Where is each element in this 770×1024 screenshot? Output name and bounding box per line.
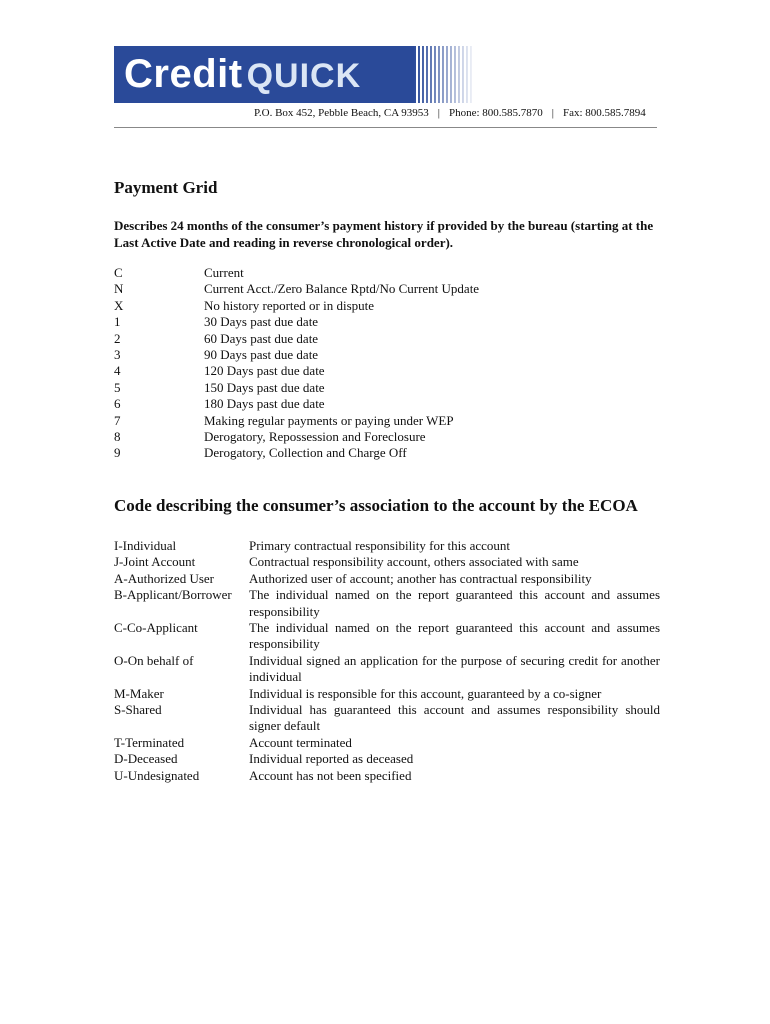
- list-item: [114, 571, 660, 587]
- list-item: [114, 702, 660, 735]
- grid-desc: Derogatory, Repossession and Foreclosure: [204, 428, 426, 444]
- ecoa-desc: The individual named on the report guaranteed this account and assumes responsibility: [249, 620, 660, 652]
- grid-desc: 180 Days past due date: [204, 396, 325, 412]
- grid-desc: 150 Days past due date: [204, 379, 325, 395]
- ecoa-code: A-Authorized User: [114, 570, 214, 586]
- ecoa-desc: The individual named on the report guaranteed this account and assumes responsibility: [249, 587, 660, 619]
- grid-code: 1: [114, 314, 121, 330]
- ecoa-code: U-Undesignated: [114, 767, 200, 783]
- grid-desc: 30 Days past due date: [204, 314, 319, 330]
- company-logo: [114, 46, 474, 103]
- payment-grid-list: [114, 265, 479, 462]
- ecoa-code: C-Co-Applicant: [114, 620, 198, 636]
- grid-desc: 60 Days past due date: [204, 330, 319, 346]
- ecoa-list: [114, 538, 660, 784]
- grid-code: 9: [114, 445, 121, 461]
- list-item: [114, 587, 660, 620]
- ecoa-code: T-Terminated: [114, 734, 185, 750]
- logo-text-accent: QUICK: [246, 57, 362, 95]
- grid-code: 3: [114, 346, 121, 362]
- grid-desc: 120 Days past due date: [204, 363, 325, 379]
- ecoa-code: I-Individual: [114, 538, 177, 553]
- list-item: [114, 653, 660, 686]
- ecoa-code: D-Deceased: [114, 751, 178, 767]
- list-item: [114, 751, 660, 767]
- list-item: [114, 686, 660, 702]
- list-item: [114, 298, 479, 314]
- address: P.O. Box 452, Pebble Beach, CA 93953: [254, 107, 429, 119]
- payment-grid-description: Describes 24 months of the consumer’s payment history if provided by the bureau (starting at the Last Active Date and reading in reverse chronological order).: [114, 218, 654, 250]
- list-item: [114, 265, 479, 281]
- list-item: [114, 347, 479, 363]
- list-item: [114, 620, 660, 653]
- ecoa-desc: Account has not been specified: [249, 767, 412, 783]
- list-item: [114, 413, 479, 429]
- ecoa-desc: Account terminated: [249, 734, 352, 750]
- grid-code: 6: [114, 396, 121, 412]
- ecoa-desc: Contractual responsibility account, others associated with same: [249, 554, 579, 570]
- grid-code: X: [114, 297, 124, 313]
- grid-desc: Current Acct./Zero Balance Rptd/No Current Update: [204, 281, 480, 297]
- ecoa-desc: Individual has guaranteed this account and assumes responsibility should signer default: [249, 702, 660, 734]
- fax: Fax: 800.585.7894: [563, 107, 646, 119]
- grid-desc: 90 Days past due date: [204, 346, 319, 362]
- list-item: [114, 331, 479, 347]
- list-item: [114, 281, 479, 297]
- list-item: [114, 445, 479, 461]
- grid-desc: Derogatory, Collection and Charge Off: [204, 445, 407, 461]
- list-item: [114, 554, 660, 570]
- payment-grid-title: Payment Grid: [114, 178, 218, 197]
- grid-code: 5: [114, 379, 121, 395]
- list-item: [114, 768, 660, 784]
- separator: |: [437, 107, 440, 119]
- ecoa-code: O-On behalf of: [114, 652, 194, 668]
- list-item: [114, 538, 660, 554]
- list-item: [114, 363, 479, 379]
- logo-stripes: [414, 46, 474, 103]
- ecoa-desc: Individual reported as deceased: [249, 751, 414, 767]
- ecoa-desc: Primary contractual responsibility for this account: [249, 538, 511, 553]
- grid-code: 8: [114, 428, 121, 444]
- header-divider: [114, 127, 657, 128]
- list-item: [114, 735, 660, 751]
- ecoa-title: Code describing the consumer’s association to the account by the ECOA: [114, 496, 638, 515]
- logo-text: [124, 50, 361, 100]
- list-item: [114, 314, 479, 330]
- grid-code: C: [114, 265, 123, 280]
- grid-code: N: [114, 281, 124, 297]
- list-item: [114, 380, 479, 396]
- grid-desc: No history reported or in dispute: [204, 297, 375, 313]
- grid-code: 4: [114, 363, 121, 379]
- separator: |: [551, 107, 554, 119]
- grid-desc: Current: [204, 265, 244, 280]
- grid-code: 2: [114, 330, 121, 346]
- logo-text-main: Credit: [124, 52, 243, 96]
- ecoa-code: B-Applicant/Borrower: [114, 587, 232, 603]
- list-item: [114, 396, 479, 412]
- grid-code: 7: [114, 412, 121, 428]
- grid-desc: Making regular payments or paying under WEP: [204, 412, 454, 428]
- ecoa-desc: Authorized user of account; another has contractual responsibility: [249, 570, 592, 586]
- contact-line: [254, 107, 646, 119]
- ecoa-desc: Individual is responsible for this account, guaranteed by a co-signer: [249, 685, 602, 701]
- ecoa-code: M-Maker: [114, 685, 164, 701]
- ecoa-code: S-Shared: [114, 702, 162, 718]
- ecoa-desc: Individual signed an application for the purpose of securing credit for another individual: [249, 652, 660, 685]
- ecoa-code: J-Joint Account: [114, 554, 196, 570]
- phone: Phone: 800.585.7870: [448, 107, 543, 119]
- list-item: [114, 429, 479, 445]
